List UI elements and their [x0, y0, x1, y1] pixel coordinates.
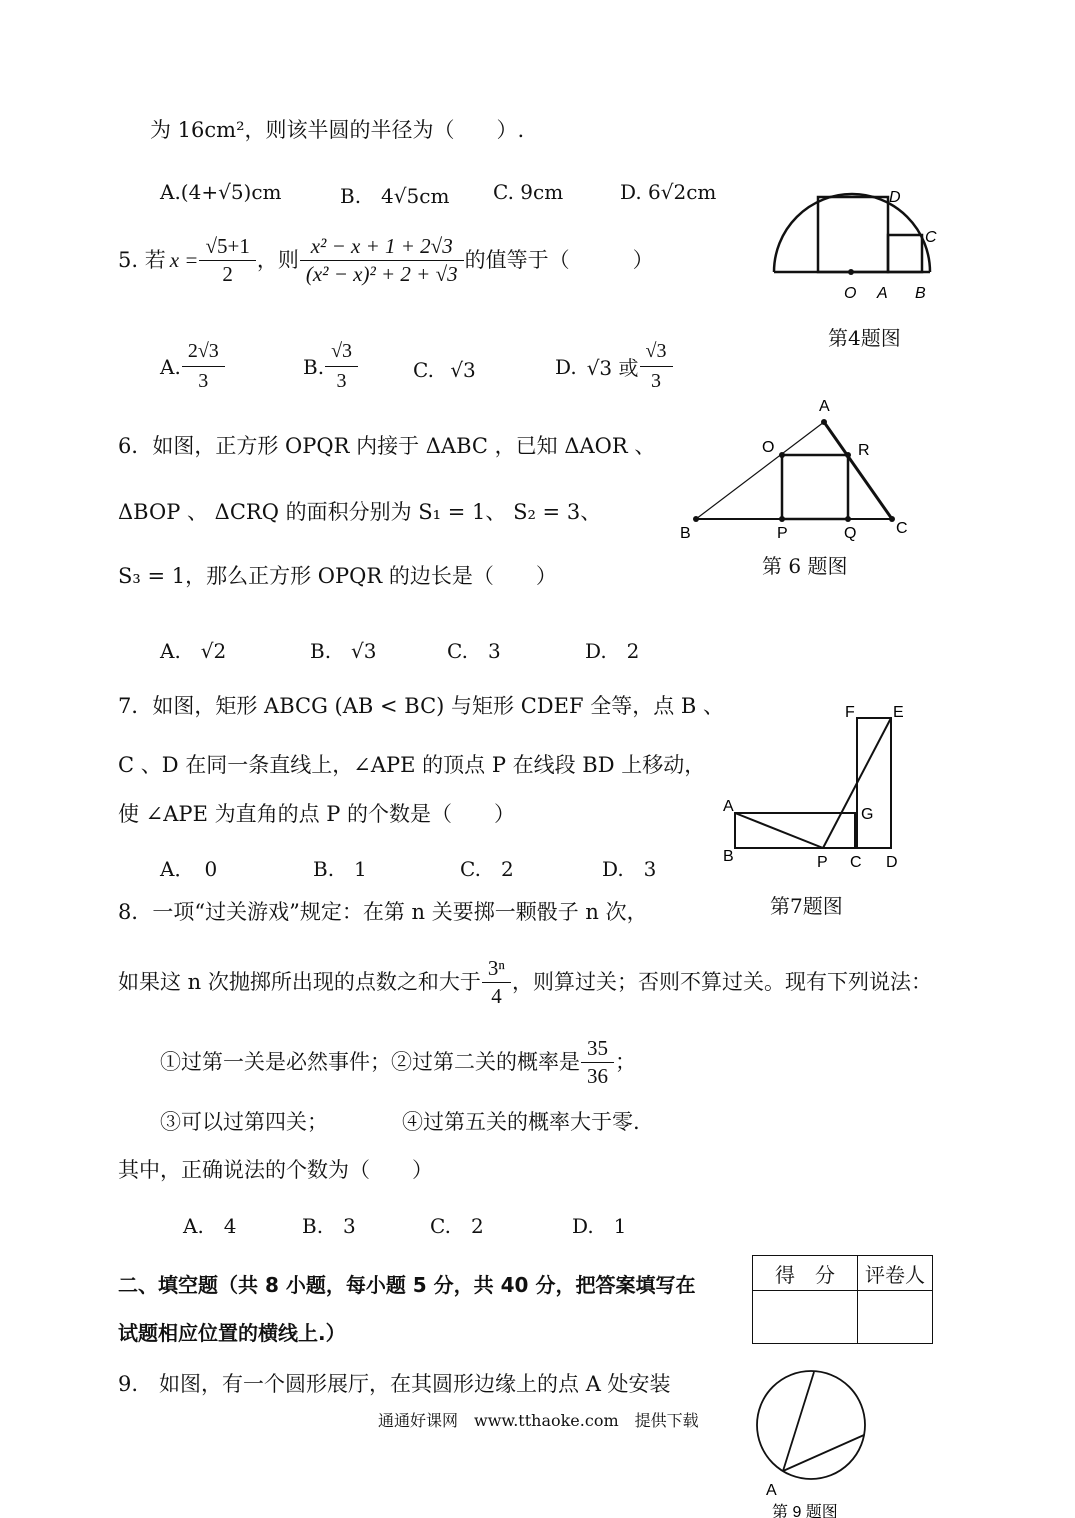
q7-label-d: D	[886, 854, 898, 871]
footer-text: 通通好课网 www.tthaoke.com 提供下载	[378, 1411, 699, 1430]
q5-option-b-letter: B.	[303, 354, 325, 379]
q5-option-b-den: 3	[325, 366, 358, 393]
q6-option-c: C. 3	[447, 639, 501, 663]
q5-x-num: √5+1	[205, 234, 250, 258]
q7-option-a: A． 0	[160, 857, 218, 881]
q8-s1-text: ①过第一关是必然事件；②过第二关的概率是	[160, 1050, 580, 1074]
q5-option-d-text: √3 或	[586, 356, 639, 380]
q5-option-b	[303, 340, 359, 393]
q6-label-o: O	[762, 439, 775, 456]
q8-option-a: A. 4	[183, 1214, 237, 1238]
q8-line-2-den: 4	[482, 982, 511, 1007]
q8-line-2-num: 3ⁿ	[487, 956, 505, 980]
q6-label-q: Q	[844, 525, 857, 542]
q7-label-f: F	[845, 704, 855, 721]
q5-option-d-num: √3	[645, 340, 667, 362]
q9-figure	[750, 1365, 875, 1518]
q5-option-a-letter: A.	[160, 354, 181, 379]
q4-stem-tail: 为 16cm²，则该半圆的半径为（ ）.	[150, 118, 525, 142]
q8-s1-num: 35	[587, 1036, 608, 1060]
q5-mid: ，则	[256, 248, 299, 272]
q6-figure-caption: 第 6 题图	[762, 554, 848, 578]
q5-option-a-num: 2√3	[187, 340, 219, 362]
q8-statement-4: ④过第五关的概率大于零.	[402, 1110, 640, 1134]
q8-line-2-post: ，则算过关；否则不算过关。现有下列说法：	[512, 970, 932, 994]
q5-option-c	[413, 358, 476, 382]
q6-option-a: A. √2	[160, 639, 227, 663]
q8-line-2-pre: 如果这 n 次抛掷所出现的点数之和大于	[118, 970, 481, 994]
section2-title-2: 试题相应位置的横线上.）	[118, 1321, 346, 1345]
grader-cell	[858, 1291, 933, 1344]
q8-line-1: 8．一项“过关游戏”规定：在第 n 关要掷一颗骰子 n 次，	[118, 900, 648, 924]
q7-label-a: A	[723, 798, 734, 815]
q5-option-d-den: 3	[640, 366, 673, 393]
q5-var: x =	[169, 248, 199, 272]
q9-figure-caption: 第 9 题图	[772, 1504, 838, 1518]
q5-stem	[118, 236, 654, 285]
q4-label-d: D	[889, 189, 901, 206]
q7-label-c: C	[850, 854, 862, 871]
q8-line-2	[118, 958, 932, 1007]
q8-ask: 其中，正确说法的个数为（ ）	[118, 1158, 433, 1182]
q4-figure	[765, 180, 945, 310]
q7-figure	[718, 698, 918, 873]
q8-option-b: B. 3	[302, 1214, 356, 1238]
q6-line-3: S₃ = 1，那么正方形 OPQR 的边长是（ ）	[118, 564, 557, 588]
q7-figure-caption: 第7题图	[770, 894, 843, 918]
q5-option-c-letter: C.	[413, 358, 434, 382]
q7-line-3: 使 ∠APE 为直角的点 P 的个数是（ ）	[118, 802, 516, 826]
q4-label-o: O	[844, 285, 857, 302]
q4-option-c: C. 9cm	[493, 180, 564, 204]
grader-header: 评卷人	[858, 1256, 933, 1291]
q5-option-a	[160, 340, 226, 393]
q7-line-2: C 、D 在同一条直线上，∠APE 的顶点 P 在线段 BD 上移动，	[118, 753, 706, 777]
q7-option-c: C. 2	[460, 857, 514, 881]
q7-label-p: P	[817, 854, 828, 871]
q4-option-a: A.(4+√5)cm	[160, 180, 282, 204]
q8-option-c: C. 2	[430, 1214, 484, 1238]
q8-s1-end: ；	[615, 1050, 636, 1074]
q7-label-b: B	[723, 848, 734, 865]
q8-statement-1	[160, 1038, 636, 1087]
q8-line-2-frac	[485, 958, 508, 1007]
q4-label-b: B	[915, 285, 926, 302]
q5-prefix: 5. 若	[118, 248, 166, 272]
q6-label-b: B	[680, 525, 691, 542]
q5-x-fraction	[202, 236, 252, 285]
q6-line-2: ΔBOP 、 ΔCRQ 的面积分别为 S₁ = 1、 S₂ = 3、	[118, 500, 602, 524]
q4-label-c: C	[925, 229, 937, 246]
q5-option-a-den: 3	[182, 366, 225, 393]
q5-x-den: 2	[199, 260, 255, 285]
q7-label-e: E	[893, 704, 904, 721]
q7-option-b: B. 1	[313, 857, 367, 881]
q9-line-1: 9. 如图，有一个圆形展厅，在其圆形边缘上的点 A 处安装	[118, 1372, 671, 1396]
q5-option-a-frac	[185, 340, 222, 393]
q5-option-b-num: √3	[331, 340, 353, 362]
q8-statement-3: ③可以过第四关；	[160, 1110, 328, 1134]
q4-figure-caption: 第4题图	[828, 326, 901, 350]
q6-option-d: D. 2	[585, 639, 640, 663]
q6-label-p: P	[777, 525, 788, 542]
score-table	[752, 1255, 933, 1344]
q5-option-d-letter: D.	[555, 354, 577, 379]
q7-label-g: G	[861, 806, 874, 823]
q5-expr-num: x² − x + 1 + 2√3	[310, 234, 453, 258]
score-header: 得 分	[753, 1256, 858, 1291]
q5-expr-fraction	[303, 236, 461, 285]
q5-suffix: 的值等于（ ）	[464, 248, 654, 272]
q6-label-a: A	[819, 398, 830, 415]
q5-option-d	[555, 340, 674, 393]
q4-option-d: D. 6√2cm	[620, 180, 717, 204]
q5-option-b-frac	[328, 340, 355, 393]
q7-option-d: D. 3	[602, 857, 657, 881]
q7-line-1: 7．如图，矩形 ABCG (AB < BC) 与矩形 CDEF 全等，点 B 、	[118, 694, 724, 718]
q6-option-b: B. √3	[310, 639, 377, 663]
score-cell	[753, 1291, 858, 1344]
q5-expr-den: (x² − x)² + 2 + √3	[300, 260, 464, 285]
q8-option-d: D. 1	[572, 1214, 627, 1238]
q6-label-r: R	[858, 442, 870, 459]
q8-s1-frac	[584, 1038, 611, 1087]
q8-s1-den: 36	[581, 1062, 614, 1087]
q5-option-c-text: √3	[450, 358, 476, 382]
q6-label-c: C	[896, 520, 908, 537]
q4-option-b: B. 4√5cm	[340, 184, 450, 208]
q6-line-1: 6．如图，正方形 OPQR 内接于 ΔABC ，已知 ΔAOR 、	[118, 434, 656, 458]
section2-title-1: 二、填空题（共 8 小题，每小题 5 分，共 40 分，把答案填写在	[118, 1273, 696, 1297]
q4-label-a: A	[877, 285, 888, 302]
q9-label-a: A	[766, 1482, 777, 1499]
q5-option-d-frac	[643, 340, 670, 393]
q6-figure	[672, 395, 922, 550]
